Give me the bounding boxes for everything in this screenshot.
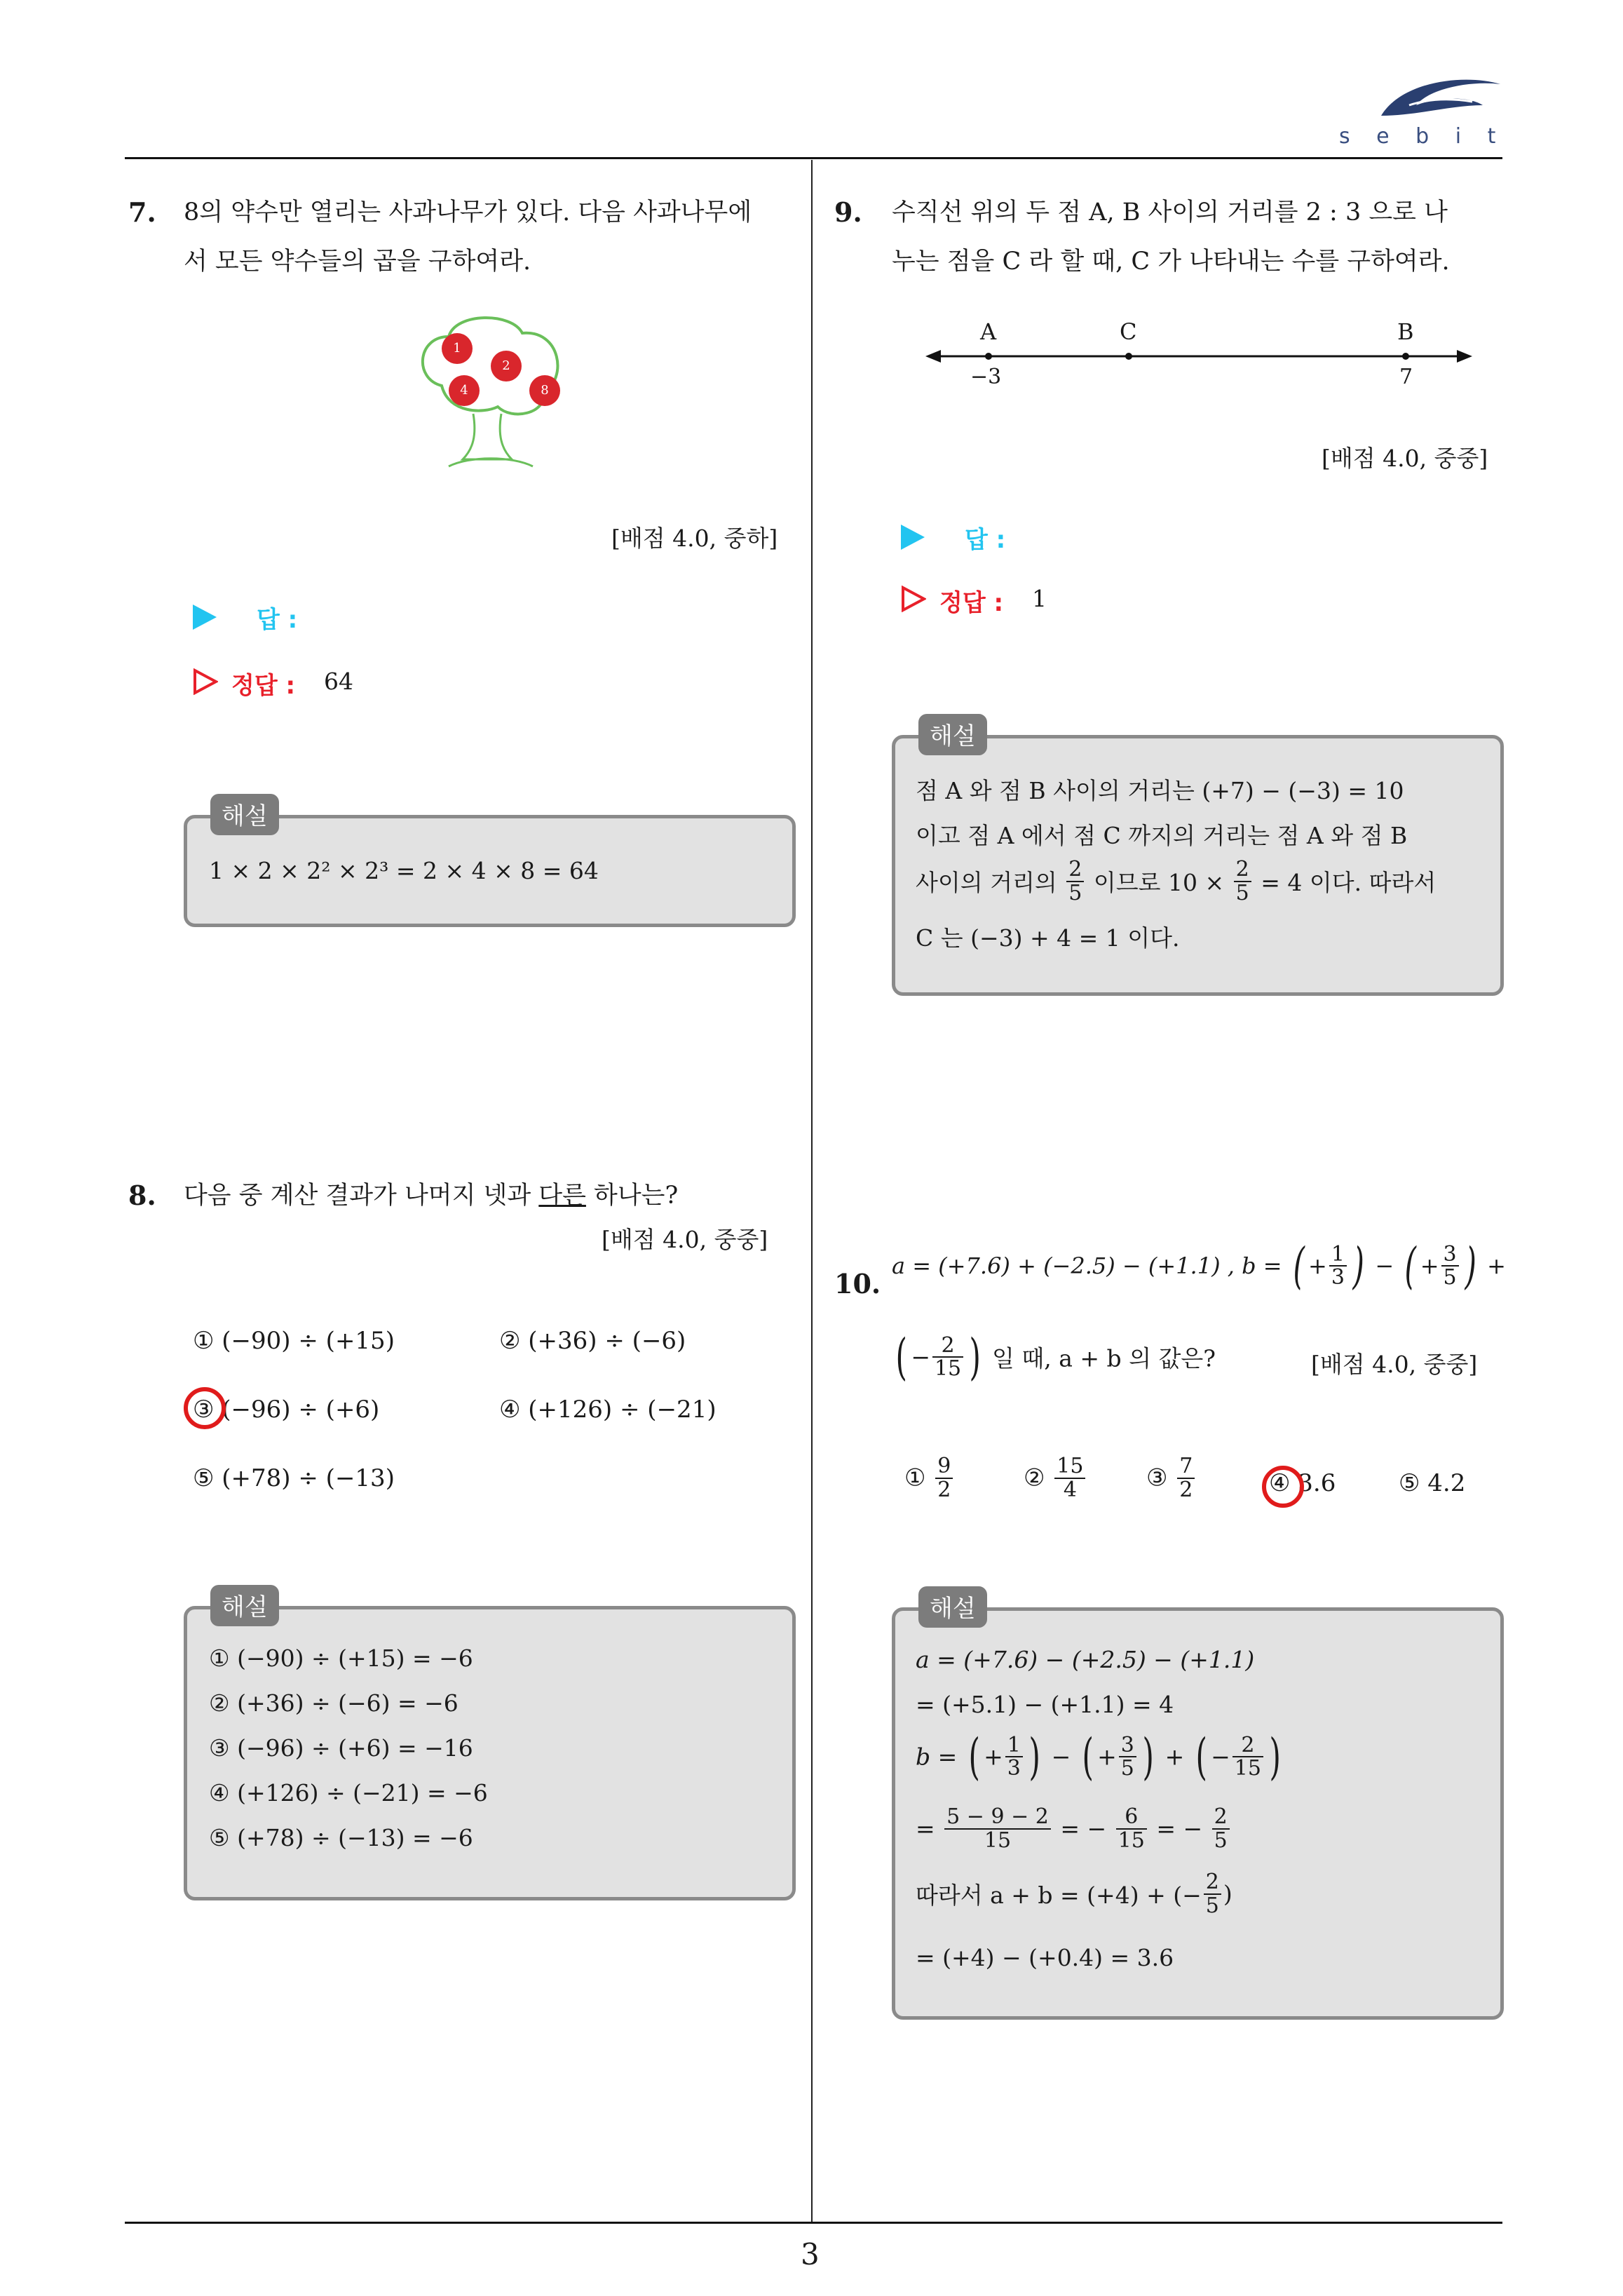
q8-text-underlined: 다른 (538, 1182, 586, 1210)
q8-explanation-line1: ① (−90) ÷ (+15) = −6 (209, 1645, 473, 1672)
q8-explanation-line5: ⑤ (+78) ÷ (−13) = −6 (209, 1824, 473, 1851)
q8-choice-1[interactable]: ① (−90) ÷ (+15) (193, 1327, 395, 1355)
point-b-value: 7 (1399, 365, 1413, 389)
q10-line2-text: 일 때, a + b 의 값은? (991, 1344, 1216, 1372)
q10-explanation-tab: 해설 (918, 1586, 987, 1628)
q10-explanation-line4: = $\frac{5 - 9 - 2}{15}$ = − $\frac{6}{15}$ = − $\frac{2}{5}$ (916, 1806, 1232, 1851)
q10-explanation-line2: = (+5.1) − (+1.1) = 4 (916, 1691, 1174, 1718)
q9-explanation-line1: 점 A 와 점 B 사이의 거리는 (+7) − (−3) = 10 (916, 777, 1404, 804)
q10-line2-frac: $\frac{2}{15}$ (932, 1335, 963, 1380)
apple-8: 8 (529, 375, 560, 406)
q9-expl-line3-c: = 4 이다. 따라서 (1261, 869, 1437, 896)
q8-text-after: 하나는? (585, 1182, 679, 1210)
q7-number: 7. (128, 196, 156, 228)
point-a-value: −3 (970, 365, 1002, 389)
point-a-label: A (980, 318, 997, 345)
q8-choice-2[interactable]: ② (+36) ÷ (−6) (499, 1327, 686, 1355)
q10-text-line2: ( − $\frac{2}{15}$ ) 일 때, a + b 의 값은? (895, 1328, 1216, 1386)
q8-explanation-line2: ② (+36) ÷ (−6) = −6 (209, 1689, 459, 1717)
q10-choice-3-frac: $\frac{7}{2}$ (1177, 1455, 1195, 1501)
q8-choice-4[interactable]: ④ (+126) ÷ (−21) (499, 1396, 717, 1424)
q10-score: [배점 4.0, 중중] (1311, 1351, 1478, 1378)
q9-expl-line3-a: 사이의 거리의 (916, 869, 1057, 896)
q7-key-label: 정답 : (231, 672, 296, 700)
q9-answer-arrow-icon (901, 525, 925, 550)
q10-expl-frac-a: $\frac{5 - 9 - 2}{15}$ (944, 1806, 1051, 1851)
apple-1: 1 (442, 333, 473, 364)
q9-key-arrow-icon (901, 586, 926, 615)
q10-text-line1: a = (+7.6) + (−2.5) − (+1.1) , b = ( + $\frac{1}{3}$ ) − ( + $\frac{3}{5}$ ) + (892, 1237, 1506, 1295)
q9-explanation-line2: 이고 점 A 에서 점 C 까지의 거리는 점 A 와 점 B (916, 822, 1408, 849)
q10-line1-frac1: $\frac{1}{3}$ (1329, 1243, 1347, 1289)
q10-choice-2[interactable]: ② $\frac{15}{4}$ (1024, 1455, 1087, 1501)
q10-choice-3[interactable]: ③ $\frac{7}{2}$ (1146, 1455, 1197, 1501)
logo-text: s e b i t (1339, 124, 1506, 149)
q10-line1-a: a = (+7.6) + (−2.5) − (+1.1) , b = (892, 1252, 1282, 1279)
q10-choice-5[interactable]: ⑤ 4.2 (1399, 1469, 1466, 1497)
q10-explanation-line1: a = (+7.6) − (+2.5) − (+1.1) (916, 1646, 1255, 1673)
q8-number: 8. (128, 1180, 156, 1211)
q9-explanation-line3 (916, 858, 1436, 904)
q8-explanation-line4: ④ (+126) ÷ (−21) = −6 (209, 1779, 488, 1807)
q10-frac1-sign: + (1308, 1252, 1327, 1279)
page-number: 3 (801, 2237, 820, 2271)
column-divider (811, 160, 813, 2222)
q7-key-arrow-icon (193, 668, 218, 698)
q8-text-before: 다음 중 계산 결과가 나머지 넷과 (184, 1182, 539, 1210)
q10-explanation-line5: 따라서 a + b = (+4) + (− $\frac{2}{5}$ ) (916, 1870, 1232, 1918)
header-rule (125, 157, 1502, 159)
q7-explanation-tab: 해설 (210, 794, 279, 835)
q8-score: [배점 4.0, 중중] (602, 1226, 768, 1253)
q7-explanation-text: 1 × 2 × 2² × 2³ = 2 × 4 × 8 = 64 (209, 857, 599, 884)
q7-answer-arrow-icon (193, 605, 217, 630)
header-logo (1339, 67, 1507, 151)
q9-answer-label: 답 : (965, 526, 1006, 554)
point-c-label: C (1120, 318, 1137, 345)
q9-expl-line3-b: 이므로 10 × (1093, 869, 1225, 896)
sebit-logo-icon (1367, 67, 1507, 130)
q8-choice-3[interactable]: ③ (−96) ÷ (+6) (193, 1396, 380, 1424)
q9-score: [배점 4.0, 중중] (1322, 445, 1488, 472)
q9-text-line1: 수직선 위의 두 점 A, B 사이의 거리를 2 : 3 으로 나 (892, 198, 1448, 227)
q9-number-line (925, 316, 1472, 400)
q9-expl-fraction-1: $\frac{2}{5}$ (1066, 858, 1084, 904)
q10-expl-frac-b: $\frac{6}{15}$ (1116, 1806, 1147, 1851)
q10-number: 10. (834, 1268, 881, 1299)
q10-expl-frac-c: $\frac{2}{5}$ (1212, 1806, 1230, 1851)
q7-text-line2: 서 모든 약수들의 곱을 구하여라. (184, 248, 531, 276)
apple-4: 4 (449, 375, 480, 406)
q8-explanation-tab: 해설 (210, 1585, 279, 1626)
q8-selected-circle (184, 1387, 226, 1429)
q10-frac2-sign: + (1420, 1252, 1439, 1279)
apple-2: 2 (491, 351, 522, 381)
q10-choice-1[interactable]: ① $\frac{9}{2}$ (904, 1455, 955, 1501)
q10-choice-4[interactable]: ④ 3.6 (1269, 1469, 1336, 1497)
q8-choice-5[interactable]: ⑤ (+78) ÷ (−13) (193, 1464, 395, 1492)
point-b-label: B (1397, 318, 1414, 345)
q7-key-value: 64 (324, 668, 353, 695)
q7-answer-label: 답 : (257, 606, 298, 634)
q10-line1-frac2: $\frac{3}{5}$ (1441, 1243, 1459, 1289)
q7-score: [배점 4.0, 중하] (611, 525, 778, 552)
q9-number: 9. (834, 196, 862, 228)
q9-key-value: 1 (1032, 585, 1047, 612)
q8-text (184, 1171, 678, 1220)
q9-explanation-line4: C 는 (−3) + 4 = 1 이다. (916, 924, 1180, 952)
q9-expl-fraction-2: $\frac{2}{5}$ (1234, 858, 1251, 904)
q10-expl-frac-d: $\frac{2}{5}$ (1204, 1871, 1221, 1917)
q7-text-line1: 8의 약수만 열리는 사과나무가 있다. 다음 사과나무에 (184, 198, 752, 227)
q10-explanation-line3: b = ( + $\frac{1}{3}$ ) − ( + $\frac{3}{5}$ ) + ( − $\frac{2}{15}$ ) (916, 1728, 1281, 1785)
q10-expl-b-prefix: b = (916, 1743, 958, 1771)
q10-choice-1-frac: $\frac{9}{2}$ (935, 1455, 953, 1501)
q9-explanation-tab: 해설 (918, 714, 987, 755)
q8-explanation-line3: ③ (−96) ÷ (+6) = −16 (209, 1734, 473, 1762)
footer-rule (125, 2222, 1502, 2224)
q9-text-line2: 누는 점을 C 라 할 때, C 가 나타내는 수를 구하여라. (892, 248, 1450, 276)
q10-line2-sign: − (911, 1343, 930, 1371)
q10-explanation-line6: = (+4) − (+0.4) = 3.6 (916, 1944, 1174, 1971)
apple-tree-illustration (407, 309, 575, 477)
q9-key-label: 정답 : (939, 589, 1004, 617)
q10-choice-2-frac: $\frac{15}{4}$ (1054, 1455, 1085, 1501)
q10-selected-circle (1262, 1466, 1304, 1508)
